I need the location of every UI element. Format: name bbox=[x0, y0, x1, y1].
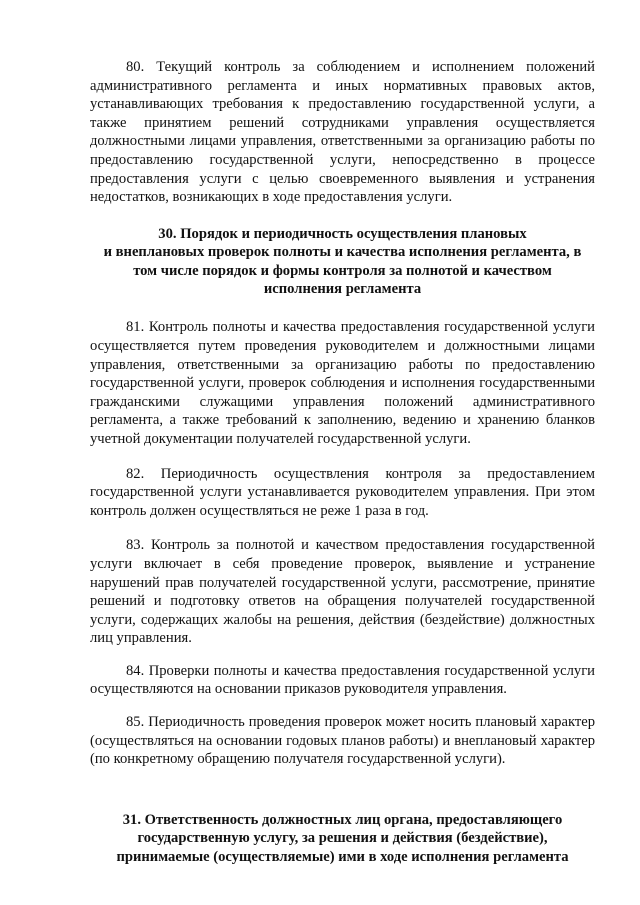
heading-30-line-3: том числе порядок и формы контроля за полнотой и качеством bbox=[133, 262, 552, 279]
heading-31-line-3: принимаемые (осуществляемые) ими в ходе исполнения регламента bbox=[116, 848, 569, 865]
paragraph-83: 83. Контроль за полнотой и качеством предоставления государственной услуги включает в себя проведение проверок, выявление и устранение нарушений прав получателей государственной услуги, рассмотрение, принятие решений и подготовку ответов на обращения получателей государственной услуги, содержащих жалобы на решения, действия (бездействие) должностных лиц управления. bbox=[90, 537, 595, 647]
paragraph-85: 85. Периодичность проведения проверок может носить плановый характер (осуществляться на основании годовых планов работы) и внеплановый характер (по конкретному обращению получателя государственной услуги). bbox=[90, 714, 595, 768]
section-heading-30 bbox=[90, 225, 595, 299]
heading-31-line-2: государственную услугу, за решения и действия (бездействие), bbox=[137, 830, 548, 847]
heading-31-line-1: 31. Ответственность должностных лиц органа, предоставляющего bbox=[122, 811, 563, 828]
paragraph-82: 82. Периодичность осуществления контроля за предоставлением государственной услуги устанавливается руководителем управления. При этом контроль должен осуществляться не реже 1 раза в год. bbox=[90, 465, 595, 519]
paragraph-84: 84. Проверки полноты и качества предоставления государственной услуги осуществляются на основании приказов руководителя управления. bbox=[90, 662, 595, 698]
document-page bbox=[90, 58, 595, 866]
heading-30-line-2: и внеплановых проверок полноты и качества исполнения регламента, в bbox=[103, 244, 582, 261]
section-heading-31 bbox=[90, 811, 595, 866]
paragraph-80: 80. Текущий контроль за соблюдением и исполнением положений административного регламента и иных нормативных правовых актов, устанавливающих требования к предоставлению государственной услуги, а также принятием решений сотрудниками управления осуществляется должностными лицами управления, ответственными за организацию работы по предоставлению государственной услуги, непосредственно в процессе предоставления услуги с целью своевременного выявления и устранения недостатков, возникающих в ходе предоставления услуги. bbox=[90, 59, 595, 206]
heading-30-line-1: 30. Порядок и периодичность осуществления плановых bbox=[158, 225, 527, 242]
paragraph-81: 81. Контроль полноты и качества предоставления государственной услуги осуществляется путем проведения руководителем и должностными лицами управления, ответственными за организацию работы по предоставлению государственной услуги, проверок соблюдения и исполнения государственными гражданскими служащими управления положений административного регламента, а также требований к заполнению, ведению и хранению бланков учетной документации получателей государственной услуги. bbox=[90, 319, 595, 447]
heading-30-line-4: исполнения регламента bbox=[263, 280, 422, 297]
